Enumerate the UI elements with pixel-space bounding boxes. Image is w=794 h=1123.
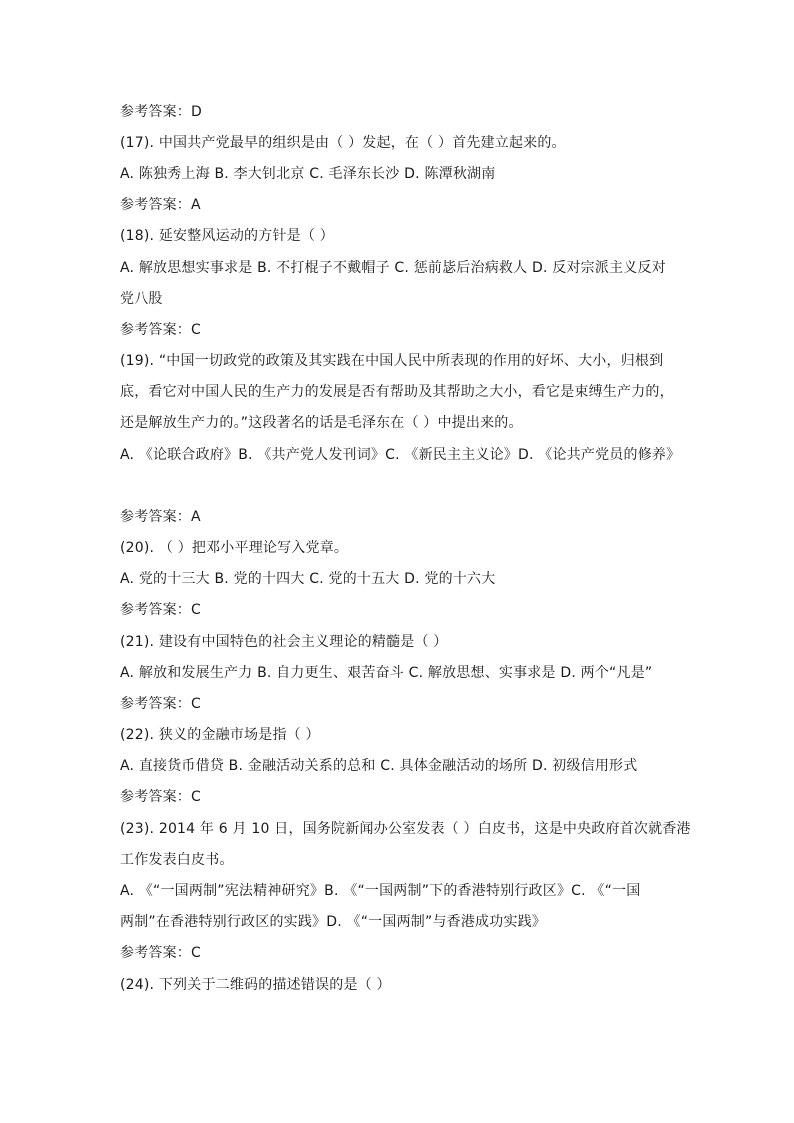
question-23-line2: 工作发表白皮书。 [120,852,234,868]
answer-21: 参考答案：C [120,696,201,712]
question-17: (17). 中国共产党最早的组织是由（ ）发起，在（ ）首先建立起来的。 [120,135,566,151]
options-20: A. 党的十三大 B. 党的十四大 C. 党的十五大 D. 党的十六大 [120,571,496,587]
question-19-line1: (19). “中国一切政党的政策及其实践在中国人民中所表现的作用的好坏、大小，归根到 [120,353,664,369]
options-23-line2: 两制”在香港特别行政区的实践》D. 《“一国两制”与香港成功实践》 [120,914,547,930]
answer-20: 参考答案：C [120,602,201,618]
options-23-line1: A. 《“一国两制”宪法精神研究》B. 《“一国两制”下的香港特别行政区》C. 《“一国 [120,883,641,899]
options-19: A. 《论联合政府》B. 《共产党人发刊词》C. 《新民主主义论》D. 《论共产党员的修养》 [120,447,681,463]
answer-19: 参考答案：A [120,509,201,525]
answer-17: 参考答案：A [120,197,201,213]
answer-line: 参考答案：D [120,104,202,120]
options-18-line1: A. 解放思想实事求是 B. 不打棍子不戴帽子 C. 惩前毖后治病救人 D. 反对宗派主义反对 [120,260,666,276]
answer-23: 参考答案：C [120,945,201,961]
question-24: (24). 下列关于二维码的描述错误的是（ ） [120,977,391,993]
options-18-line2: 党八股 [120,291,163,307]
question-21: (21). 建设有中国特色的社会主义理论的精髓是（ ） [120,634,448,650]
question-22: (22). 狭义的金融市场是指（ ） [120,727,320,743]
options-22: A. 直接货币借贷 B. 金融活动关系的总和 C. 具体金融活动的场所 D. 初级信用形式 [120,758,638,774]
options-17: A. 陈独秀上海 B. 李大钊北京 C. 毛泽东长沙 D. 陈潭秋湖南 [120,166,496,182]
answer-22: 参考答案：C [120,789,201,805]
question-23-line1: (23). 2014 年 6 月 10 日，国务院新闻办公室发表（ ）白皮书，这是中央政府首次就香港 [120,821,691,837]
answer-18: 参考答案：C [120,322,201,338]
question-19-line3: 还是解放生产力的。”这段著名的话是毛泽东在（ ）中提出来的。 [120,415,523,431]
question-19-line2: 底，看它对中国人民的生产力的发展是否有帮助及其帮助之大小，看它是束缚生产力的， [120,384,674,400]
options-21: A. 解放和发展生产力 B. 自力更生、艰苦奋斗 C. 解放思想、实事求是 D. 两个“凡是” [120,665,653,681]
question-18: (18). 延安整风运动的方针是（ ） [120,228,334,244]
question-20: (20). （ ）把邓小平理论写入党章。 [120,540,349,556]
